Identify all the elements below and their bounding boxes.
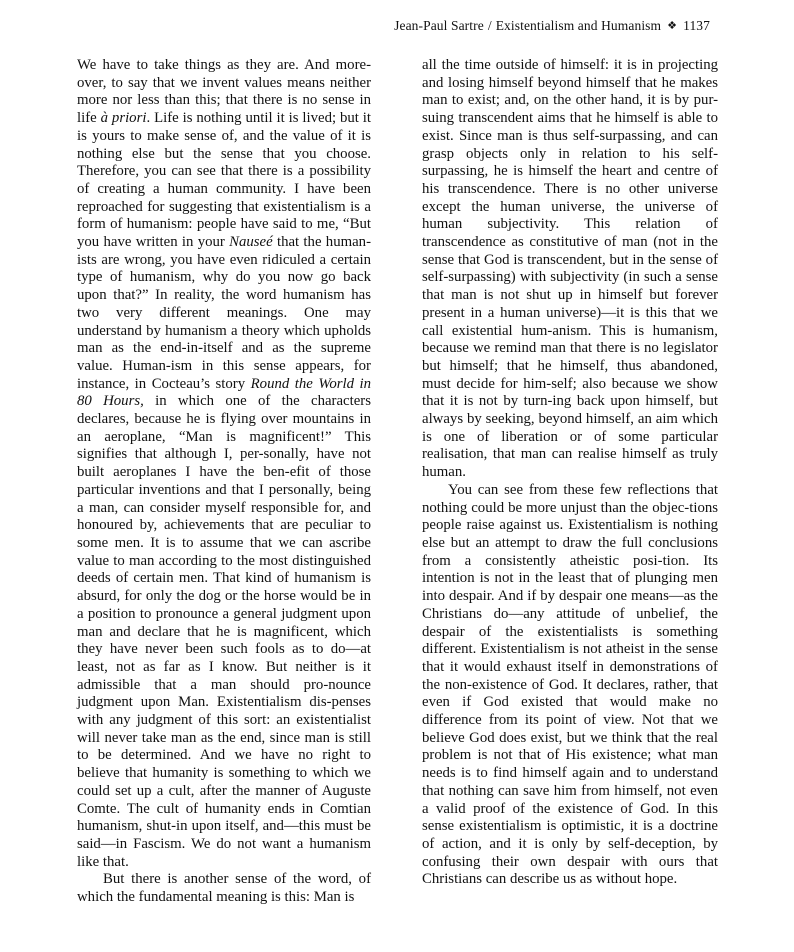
page-number: 1137 (683, 18, 710, 33)
text-run: in which one of the characters declares, because he is flying over mountains in an aeroplane, “Man is magnificent!” This signifies that although I, per-sonally, have not built aeroplanes I have the ben-efit of those particular inventions and that I personally, being a man, can consider myself responsible for, and honoured by, achievements that are peculiar to some men. It is to assume that we can ascribe value to man according to the most distinguished deeds of certain men. That kind of humanism is absurd, for only the dog or the horse would be in a position to pronounce a general judgment upon man and declare that he is magnificent, which they have never been such fools as to do—at least, not as far as I know. But neither is it admissible that a man should pro-nounce judgment upon Man. Existentialism dis-penses with any judgment of this sort: an existentialist will never take man as the end, since man is still to be determined. And we have no right to believe that humanity is something to which we could set up a cult, after the manner of Auguste Comte. The cult of humanity ends in Comtian humanism, shut-in upon itself, and—this must be said—in Fascism. We do not want a humanism like that. (77, 393, 371, 870)
text-run: We have to take things as they are. And more-over, to say that we invent values means neither more nor less than this; that there is no sense in life (77, 57, 371, 127)
left-paragraph-1 (77, 57, 371, 871)
right-column (422, 57, 718, 889)
header-work-title: Existentialism and Humanism (495, 18, 662, 33)
header-author: Jean-Paul Sartre (394, 18, 484, 33)
right-paragraph-2: You can see from these few reflections that nothing could be more unjust than the objec-tions people raise against us. Existentialism is nothing else but an attempt to draw the full conclusions from a consistently atheistic posi-tion. Its intention is not in the least that of plunging men into despair. And if by despair one means—as the Christians do—any attitude of unbelief, the despair of the existentialists is something different. Existentialism is not atheist in the sense that it would exhaust itself in demonstrations of the non-existence of God. It declares, rather, that even if God existed that would make no difference from its point of view. Not that we believe God does exist, but we think that the real problem is not that of His existence; what man needs is to find himself again and to understand that nothing can save him from himself, not even a valid proof of the existence of God. In this sense existentialism is optimistic, it is a doctrine of action, and it is only by self-deception, by confusing their own despair with ours that Christians can describe us as without hope. (422, 481, 718, 888)
italic-run: Nauseé (229, 234, 273, 251)
running-header (394, 18, 710, 34)
left-column (77, 57, 371, 907)
header-separator: / (487, 18, 492, 33)
right-paragraph-1: all the time outside of himself: it is in projecting and losing himself beyond himself that he makes man to exist; and, on the other hand, it is by pur-suing transcendent aims that he himself is able to exist. Since man is thus self-surpassing, and can grasp objects only in relation to his self-surpassing, he is himself the heart and centre of his transcendence. There is no other universe except the human universe, the universe of human subjectivity. This relation of transcendence as constitutive of man (not in the sense that God is transcendent, but in the sense of self-surpassing) with subjectivity (in such a sense that man is not shut up in himself but forever present in a human universe)—it is this that we call existential hum-anism. This is humanism, because we remind man that there is no legislator but himself; that he himself, thus abandoned, must decide for him-self; also because we show that it is not by turn-ing back upon himself, but always by seeking, beyond himself, an aim which is one of liberation or of some particular realisation, that man can realise himself as truly human. (422, 57, 718, 481)
text-run: that the human-ists are wrong, you have even ridiculed a certain type of humanism, why do you now go back upon that?” In reality, the word humanism has two very different meanings. One may understand by humanism a theory which upholds man as the end-in-itself and as the supreme value. Human-ism in this sense appears, for instance, in Cocteau’s story (77, 234, 371, 392)
left-paragraph-2: But there is another sense of the word, of which the fundamental meaning is this: Man is (77, 871, 371, 906)
italic-run: Round the World in 80 Hours, (77, 375, 371, 410)
italic-run: à priori (100, 110, 147, 127)
text-run: . Life is nothing until it is lived; but it is yours to make sense of, and the value of it is nothing else but the sense that you choose. Therefore, you can see that there is a possibility of creating a human community. I have been reproached for suggesting that existentialism is a form of humanism: people have said to me, “But you have written in your (77, 110, 372, 251)
diamond-arrow-icon: ❖ (667, 20, 678, 32)
